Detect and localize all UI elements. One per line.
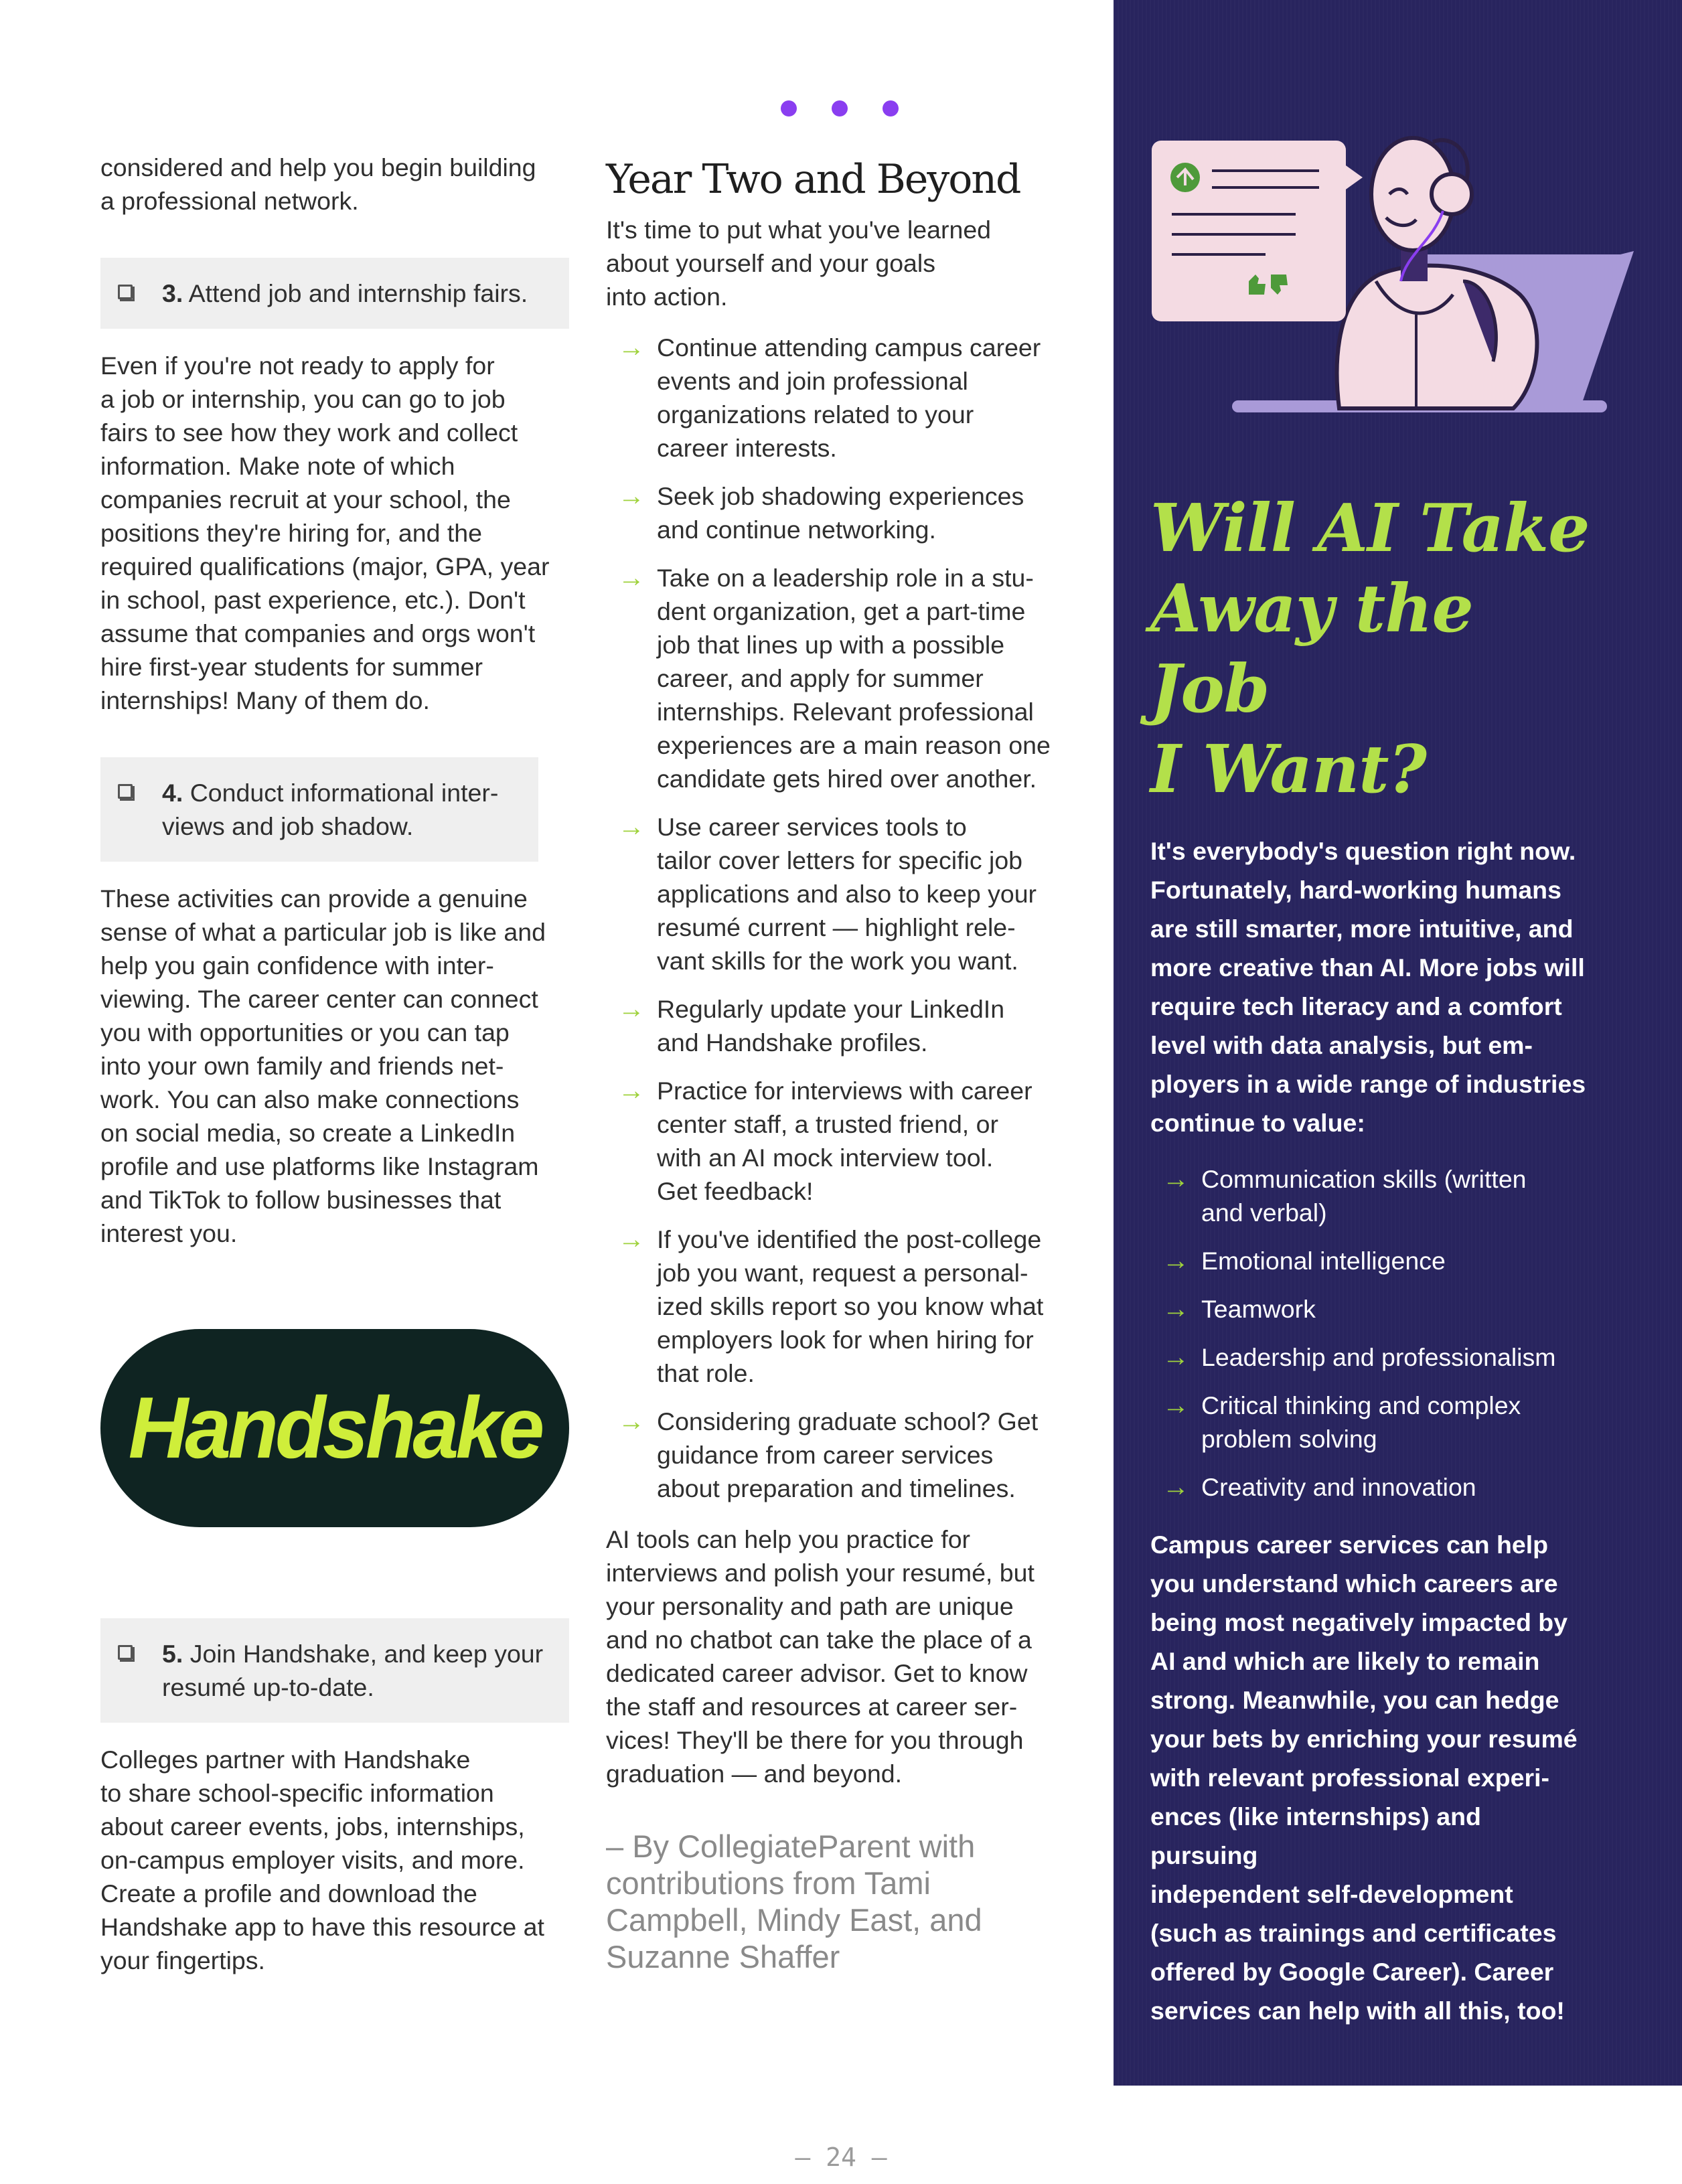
- left-column: [100, 151, 569, 1250]
- dot-icon: [883, 100, 899, 116]
- left-intro: considered and help you begin building a professional network.: [100, 153, 536, 215]
- arrow-right-icon: →: [618, 481, 645, 511]
- arrow-right-icon: →: [618, 812, 645, 842]
- checklist-item-3: 3. Attend job and internship fairs.: [100, 258, 569, 329]
- arrow-right-icon: →: [1162, 1246, 1189, 1275]
- panel-heading: Will AI Take Away the Job I Want?: [1150, 490, 1590, 808]
- dot-icon: [781, 100, 797, 116]
- arrow-right-icon: →: [618, 994, 645, 1024]
- list-item: → Take on a leadership role in a stu- dent organization, get a part-time job that lines up with a possible career, and apply for summer internships. Relevant professional experiences are a main reason one candidate gets hired over another.: [606, 561, 1081, 795]
- list-item: → Regularly update your LinkedIn and Handshake profiles.: [606, 992, 1081, 1059]
- arrow-right-icon: →: [1162, 1391, 1189, 1420]
- list-item: → Communication skills (written and verbal): [1150, 1162, 1592, 1229]
- paragraph-job-fairs: Even if you're not ready to apply for a job or internship, you can go to job fairs to see how they work and collect information. Make note of which companies recruit at your school, the positions they're hiring for, and the required qualifications (major, GPA, year in school, past experience, etc.). Don't assume that companies and orgs won't hire first-year students for summer internships! Many of them do.: [100, 352, 550, 714]
- paragraph-handshake: Colleges partner with Handshake to share school-specific information about career events, jobs, internships, on-campus employer visits, and more. Create a profile and download the Handshake app to have this resource at your fingertips.: [100, 1745, 544, 1974]
- byline: – By CollegiateParent with contributions from Tami Campbell, Mindy East, and Suzanne Shaffer: [606, 1828, 982, 1974]
- skills-list: [1150, 1162, 1592, 1504]
- arrow-right-icon: →: [618, 1225, 645, 1254]
- checkbox-icon: [118, 784, 133, 799]
- list-item: → Use career services tools to tailor cover letters for specific job applications and also to keep your resumé current — highlight rele- vant skills for the work you want.: [606, 810, 1081, 978]
- arrow-right-icon: →: [1162, 1294, 1189, 1324]
- arrow-right-icon: →: [1162, 1342, 1189, 1372]
- list-item: → Leadership and professionalism: [1150, 1340, 1592, 1374]
- list-item: → Teamwork: [1150, 1292, 1592, 1326]
- list-item: → Emotional intelligence: [1150, 1244, 1592, 1277]
- arrow-right-icon: →: [618, 333, 645, 362]
- handshake-logo-text: Handshake: [128, 1379, 542, 1477]
- list-item: → Critical thinking and complex problem solving: [1150, 1389, 1592, 1456]
- paragraph-informational-interviews: These activities can provide a genuine sense of what a particular job is like and help you gain confidence with inter- viewing. The career center can connect you with opportunities or you can tap into your own family and friends net- work. You can also make connections on social media, so create a LinkedIn profile and use platforms like Instagram and TikTok to follow businesses that interest you.: [100, 884, 546, 1247]
- arrow-right-icon: →: [618, 1076, 645, 1105]
- list-item: → Continue attending campus career events and join professional organizations related to your career interests.: [606, 331, 1081, 465]
- robot-illustration: [1138, 94, 1647, 428]
- left-column-bottom: [100, 1618, 569, 1977]
- arrow-right-icon: →: [1162, 1164, 1189, 1194]
- list-item: → Considering graduate school? Get guidance from career services about preparation and timelines.: [606, 1405, 1081, 1505]
- decorative-dots: [781, 100, 933, 120]
- checkbox-icon: [118, 285, 133, 299]
- dot-icon: [832, 100, 848, 116]
- handshake-logo: [100, 1329, 569, 1527]
- middle-outro: AI tools can help you practice for interviews and polish your resumé, but your personality and path are unique and no chatbot can take the place of a dedicated career advisor. Get to know the staff and resources at career ser- vices! They'll be there for you through graduation — and beyond.: [606, 1525, 1035, 1788]
- arrow-right-icon: →: [618, 1407, 645, 1436]
- page-number: – 24 –: [795, 2142, 887, 2172]
- section-heading: Year Two and Beyond: [606, 156, 1020, 203]
- panel-outro: Campus career services can help you understand which careers are being most negatively impacted by AI and which are likely to remain strong. Meanwhile, you can hedge your bets by enriching your resumé with relevant professional experi- ences (like internships) and pursuing independent self-development (such as trainings and certificates offered by Google Career). Career services can help with all this, too!: [1150, 1531, 1578, 2025]
- checkbox-icon: [118, 1645, 133, 1660]
- year-two-list: [606, 331, 1081, 1505]
- list-item: → If you've identified the post-college job you want, request a personal- ized skills report so you know what employers look for when hiring for that role.: [606, 1223, 1081, 1390]
- robot-body-icon: [1337, 266, 1537, 408]
- middle-column: [606, 153, 1081, 1975]
- list-item: → Practice for interviews with career center staff, a trusted friend, or with an AI mock interview tool. Get feedback!: [606, 1074, 1081, 1208]
- list-item: → Seek job shadowing experiences and continue networking.: [606, 479, 1081, 546]
- list-item: → Creativity and innovation: [1150, 1470, 1592, 1504]
- arrow-right-icon: →: [618, 563, 645, 593]
- arrow-right-icon: →: [1162, 1472, 1189, 1502]
- checklist-item-5: 5. Join Handshake, and keep your resumé up-to-date.: [100, 1618, 569, 1723]
- panel-intro: It's everybody's question right now. Fortunately, hard-working humans are still smarter, more intuitive, and more creative than AI. More jobs will require tech literacy and a comfort level with data analysis, but em- ployers in a wide range of industries continue to value:: [1150, 837, 1586, 1137]
- checklist-item-4: 4. Conduct informational inter- views and job shadow.: [100, 757, 538, 862]
- middle-intro: It's time to put what you've learned about yourself and your goals into action.: [606, 216, 992, 311]
- panel-content: [1150, 489, 1592, 2030]
